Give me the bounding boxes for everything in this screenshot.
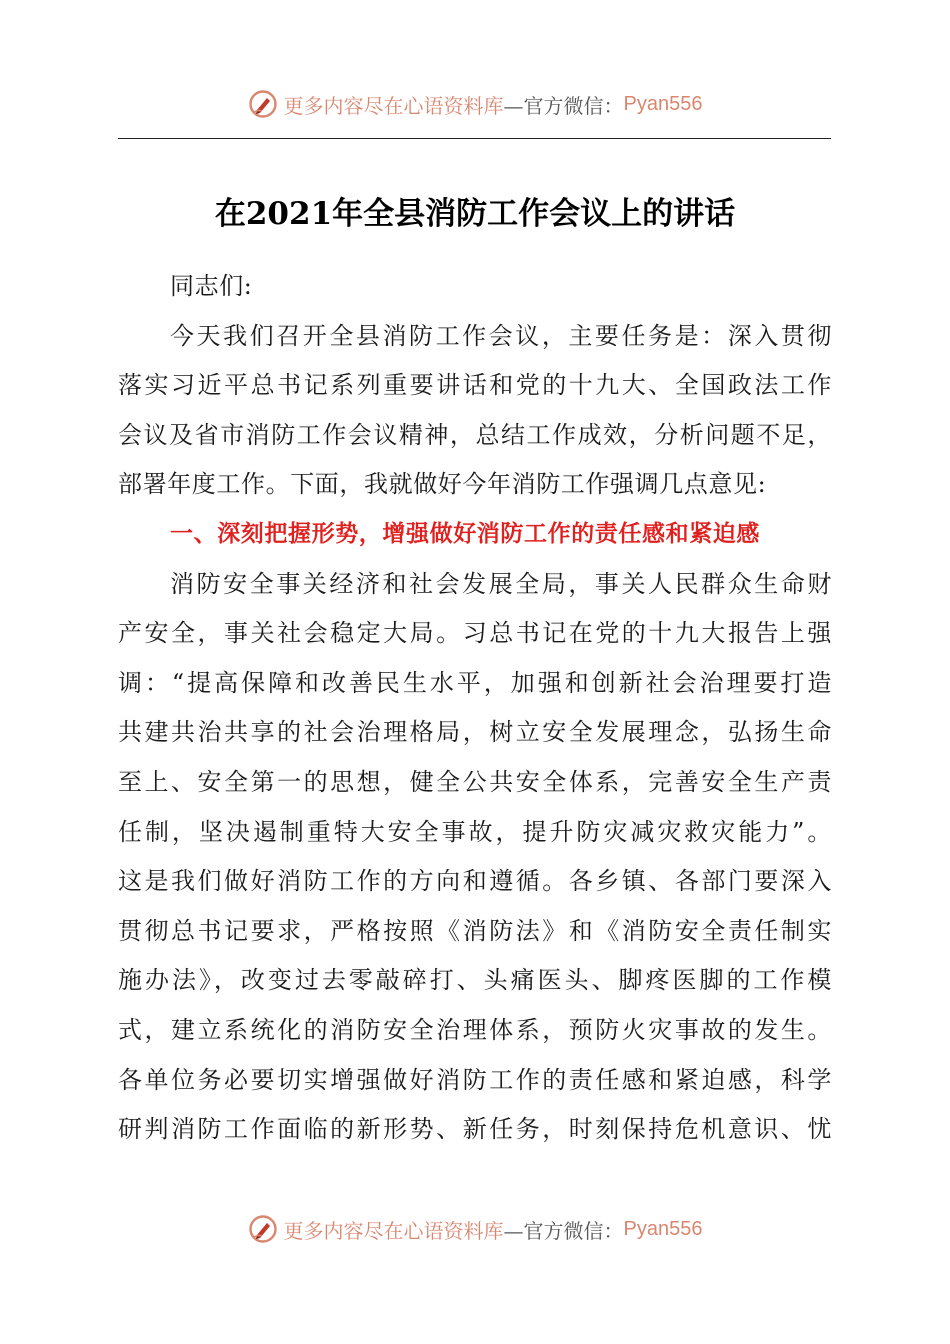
watermark-library-text: 更多内容尽在心语资料库: [283, 93, 504, 118]
paragraph-line: 研判消防工作面临的新形势、新任务，时刻保持危机意识、忧: [118, 1115, 832, 1144]
watermark-library-text: 更多内容尽在心语资料库: [283, 1218, 504, 1243]
document-body: [118, 262, 832, 1155]
paragraph-line: 任制，坚决遏制重特大安全事故，提升防灾减灾救灾能力”。: [118, 817, 832, 846]
watermark-wechat-label: —官方微信：: [503, 1218, 624, 1243]
salutation: 同志们:: [170, 272, 253, 300]
paragraph-line: 至上、安全第一的思想，健全公共安全体系，完善安全生产责: [118, 767, 832, 796]
paragraph-line: 产安全，事关社会稳定大局。习总书记在党的十九大报告上强: [118, 619, 832, 648]
document-title: 在2021年全县消防工作会议上的讲话: [214, 196, 736, 232]
paragraph-line: 部署年度工作。下面，我就做好今年消防工作强调几点意见:: [118, 470, 767, 499]
paragraph-line: 今天我们召开全县消防工作会议，主要任务是：深入贯彻: [170, 321, 832, 350]
paragraph-line: 这是我们做好消防工作的方向和遵循。各乡镇、各部门要深入: [118, 867, 832, 896]
paragraph-line: 贯彻总书记要求，严格按照《消防法》和《消防安全责任制实: [118, 916, 832, 945]
watermark-wechat-id: Pyan556: [623, 92, 703, 115]
paragraph-line: 落实习近平总书记系列重要讲话和党的十九大、全国政法工作: [118, 371, 832, 400]
section-heading: 一、深刻把握形势，增强做好消防工作的责任感和紧迫感: [170, 520, 760, 547]
watermark-wechat-id: Pyan556: [623, 1217, 703, 1240]
paragraph-line: 各单位务必要切实增强做好消防工作的责任感和紧迫感，科学: [118, 1065, 832, 1094]
paragraph-line: 消防安全事关经济和社会发展全局，事关人民群众生命财: [170, 569, 832, 598]
pen-logo-icon: [248, 89, 278, 119]
paragraph-line: 会议及省市消防工作会议精神，总结工作成效，分析问题不足，: [118, 420, 832, 449]
watermark-wechat-label: —官方微信：: [503, 93, 624, 118]
paragraph-line: 式，建立系统化的消防安全治理体系，预防火灾事故的发生。: [118, 1015, 832, 1044]
header-watermark: [0, 84, 950, 124]
paragraph-line: 施办法》，改变过去零敲碎打、头痛医头、脚疼医脚的工作模: [118, 966, 832, 995]
paragraph-line: 共建共治共享的社会治理格局，树立安全发展理念，弘扬生命: [118, 718, 832, 747]
header-divider: [118, 138, 831, 139]
paragraph-line: 调：“提高保障和改善民生水平，加强和创新社会治理要打造: [118, 668, 832, 697]
footer-watermark: [0, 1209, 950, 1249]
pen-logo-icon: [248, 1214, 278, 1244]
